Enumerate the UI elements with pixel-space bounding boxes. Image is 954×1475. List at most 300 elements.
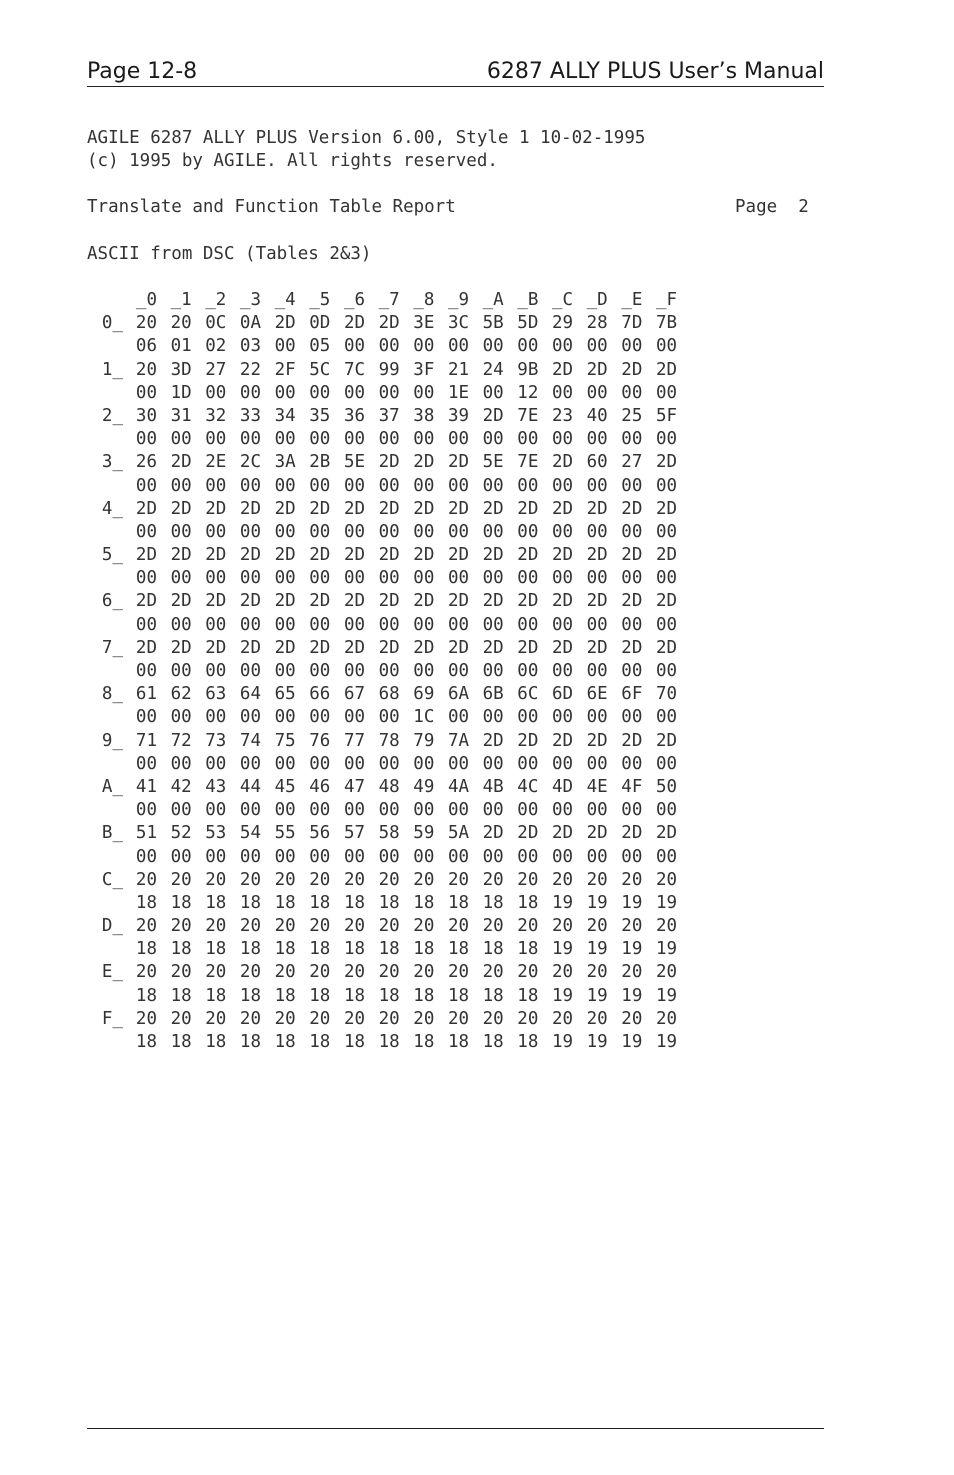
table-cell: 9B [517,359,539,380]
table-cell: 00 [343,614,366,635]
table-cell: 66 [309,684,331,705]
table-cell: 59 [413,823,435,844]
table-cell: 00 [170,521,192,542]
table-cell: 18 [205,892,227,913]
table-cell: 00 [447,800,470,821]
table-cell: 2D [482,637,504,658]
table-cell: 6B [482,684,504,705]
table-cell: 7A [447,730,470,751]
table-cell: 2D [205,498,227,519]
table-cell: 45 [274,776,296,797]
table-cell: 37 [378,405,400,426]
table-cell: 00 [517,614,539,635]
table-cell: 00 [621,382,643,403]
table-cell: 39 [447,405,470,426]
row-label: F_ [101,1008,123,1029]
table-cell: 18 [413,1032,435,1052]
table-cell: 18 [413,985,435,1006]
table-cell: 21 [447,359,470,380]
row-label: 5_ [101,545,123,566]
table-cell: 00 [343,568,366,589]
table-cell: 00 [551,382,574,403]
table-cell: 2D [621,591,643,612]
table-cell: 2D [517,591,539,612]
table-cell: 00 [378,846,400,867]
table-cell: 00 [655,568,678,589]
table-cell: 00 [655,800,678,821]
table-cell: 19 [655,985,678,1006]
table-cell: 20 [517,1008,539,1029]
table-cell: 2D [586,823,608,844]
table-cell: 18 [517,892,539,913]
table-cell: 00 [551,336,574,357]
table-cell: _F [655,290,678,310]
table-cell: 2D [135,591,157,612]
table-cell: 00 [343,753,366,774]
table-cell: 28 [586,313,608,334]
table-cell: 2B [309,452,331,473]
table-cell: 00 [170,846,192,867]
table-cell: 18 [170,892,192,913]
table-cell: 2D [343,313,366,334]
table-cell: 18 [447,1032,470,1052]
table-cell: 2D [378,591,400,612]
table-cell: 18 [482,892,504,913]
table-cell: 00 [655,429,678,450]
table-cell: 00 [447,568,470,589]
table-cell: 20 [205,916,227,937]
report-title-line [87,196,817,220]
table-cell: 5C [309,359,331,380]
table-cell: 2D [517,730,539,751]
table-cell: 00 [239,707,261,728]
table-cell: 00 [447,661,470,681]
table-cell: 2D [551,498,574,519]
table-cell: 18 [482,985,504,1006]
table-cell: 00 [482,846,504,867]
table-cell: 25 [621,405,643,426]
table-cell: 00 [586,753,608,774]
table-cell: 2D [655,637,678,658]
table-cell: 00 [551,521,574,542]
table-cell: 2D [621,637,643,658]
table-cell: 19 [655,892,678,913]
table-cell: 00 [170,614,192,635]
table-cell: 48 [378,776,400,797]
table-cell: _A [482,290,504,310]
table-cell: _B [517,290,539,310]
table-cell: 00 [135,475,157,496]
table-cell: 00 [621,568,643,589]
table-cell: 00 [239,475,261,496]
table-cell: 00 [413,521,435,542]
table-cell: 20 [378,869,400,890]
manual-title: 6287 ALLY PLUS User’s Manual [486,59,824,84]
table-cell: 00 [621,846,643,867]
table-cell: 00 [205,800,227,821]
table-cell: 58 [378,823,400,844]
table-cell: 26 [135,452,157,473]
table-cell: 18 [239,892,261,913]
table-cell: 00 [551,429,574,450]
table-cell: 06 [135,336,157,357]
table-cell: 00 [343,521,366,542]
table-cell: 00 [655,661,678,681]
table-cell: 2D [517,823,539,844]
table-cell: 00 [274,382,296,403]
table-cell: 2D [517,545,539,566]
table-cell: 20 [170,962,192,983]
table-cell: 2D [621,730,643,751]
table-cell: 00 [274,661,296,681]
table-cell: 20 [447,962,470,983]
table-cell: _3 [239,290,261,310]
table-cell: 2D [239,591,261,612]
table-cell: 00 [274,614,296,635]
table-cell: 20 [655,916,678,937]
table-cell: 20 [551,1008,574,1029]
table-cell: 18 [170,985,192,1006]
table-cell: 00 [655,707,678,728]
table-cell: 00 [551,800,574,821]
table-cell: _9 [447,290,470,310]
table-cell: 56 [309,823,331,844]
table-cell: 2D [343,637,366,658]
table-cell: 72 [170,730,192,751]
table-cell: 00 [551,568,574,589]
table-cell: 2D [655,545,678,566]
table-cell: 61 [135,684,157,705]
table-cell: 00 [135,753,157,774]
table-cell: 00 [274,429,296,450]
table-cell: 2D [482,730,504,751]
table-cell: 00 [586,707,608,728]
row-label: 1_ [101,359,123,380]
table-cell: 20 [274,916,296,937]
table-cell: 20 [413,916,435,937]
table-cell: 20 [551,869,574,890]
table-cell: 19 [621,985,643,1006]
table-cell: 00 [517,521,539,542]
table-cell: 36 [343,405,366,426]
table-cell: 20 [135,869,157,890]
table-cell: 00 [517,429,539,450]
table-cell: 00 [309,475,331,496]
table-cell: 7E [517,405,539,426]
table-cell: 00 [135,429,157,450]
table-cell: 2D [205,545,227,566]
table-cell: 00 [482,336,504,357]
table-cell: 2D [482,591,504,612]
table-cell: 00 [413,846,435,867]
table-cell: 00 [517,753,539,774]
table-cell: 51 [135,823,157,844]
table-cell: 00 [205,753,227,774]
table-cell: 2D [413,498,435,519]
table-cell: 2D [135,498,157,519]
table-cell: 2E [205,452,227,473]
table-cell: 00 [586,475,608,496]
table-cell: 00 [482,568,504,589]
table-cell: 00 [482,614,504,635]
table-cell: 20 [586,962,608,983]
table-cell: 18 [205,1032,227,1052]
table-cell: 00 [655,614,678,635]
table-cell: 00 [517,568,539,589]
table-cell: _8 [413,290,435,310]
table-cell: 20 [621,869,643,890]
table-cell: 00 [655,846,678,867]
table-cell: 18 [309,892,331,913]
copyright-line: (c) 1995 by AGILE. All rights reserved. [87,151,498,172]
table-cell: 2D [309,637,331,658]
table-cell: 2D [447,637,470,658]
table-cell: 2D [655,591,678,612]
table-cell: 23 [551,405,574,426]
table-cell: 00 [482,429,504,450]
table-cell: 67 [343,684,366,705]
table-cell: 4A [447,776,470,797]
table-cell: 18 [343,1032,366,1052]
table-cell: 1E [447,382,470,403]
table-cell: 00 [135,521,157,542]
table-cell: 00 [309,382,331,403]
table-cell: 00 [413,568,435,589]
table-cell: 30 [135,405,157,426]
table-cell: 00 [274,707,296,728]
table-cell: 18 [517,939,539,960]
table-cell: 00 [309,614,331,635]
table-cell: 20 [309,962,331,983]
table-cell: 00 [239,429,261,450]
table-cell: 2D [586,637,608,658]
page-header [87,58,824,87]
table-cell: 00 [205,521,227,542]
row-label: 0_ [101,313,123,334]
table-cell: 0C [205,313,227,334]
table-cell: 18 [274,1032,296,1052]
table-cell: 20 [309,916,331,937]
table-cell: 2D [170,498,192,519]
table-cell: _E [621,290,643,310]
table-cell: 43 [205,776,227,797]
table-cell: 18 [447,939,470,960]
table-cell: 19 [655,939,678,960]
table-cell: 2D [239,637,261,658]
table-cell: 19 [551,892,574,913]
table-cell: 00 [413,336,435,357]
table-cell: 18 [343,985,366,1006]
table-cell: 00 [378,382,400,403]
report-page: Page 2 [735,197,809,217]
table-cell: 2D [343,591,366,612]
table-cell: 2D [378,498,400,519]
table-cell: 00 [517,661,539,681]
table-cell: 00 [274,800,296,821]
table-cell: 00 [343,475,366,496]
table-cell: 00 [343,429,366,450]
table-cell: 00 [447,521,470,542]
table-cell: 18 [135,1032,157,1052]
table-cell: 2D [551,823,574,844]
table-cell: 00 [170,753,192,774]
table-cell: 00 [378,614,400,635]
table-cell: 00 [274,846,296,867]
table-cell: 00 [378,800,400,821]
table-cell: 00 [343,661,366,681]
table-cell: 2D [551,359,574,380]
table-cell: _2 [205,290,227,310]
table-cell: 00 [447,753,470,774]
table-cell: 00 [170,800,192,821]
table-cell: 00 [447,846,470,867]
table-cell: 18 [205,985,227,1006]
table-cell: 00 [239,614,261,635]
table-cell: 2D [239,545,261,566]
table-cell: 62 [170,684,192,705]
table-cell: 2C [239,452,261,473]
page-number: Page 12-8 [87,59,198,84]
table-cell: 6A [447,684,470,705]
table-cell: 50 [655,776,678,797]
table-cell: 20 [482,916,504,937]
table-cell: 19 [551,1032,574,1052]
table-cell: 65 [274,684,296,705]
table-cell: 2D [274,545,296,566]
table-cell: 78 [378,730,400,751]
table-cell: 20 [551,962,574,983]
table-cell: 18 [205,939,227,960]
table-cell: 00 [517,846,539,867]
table-cell: 00 [170,661,192,681]
table-cell: 20 [135,962,157,983]
table-cell: 20 [586,1008,608,1029]
table-cell: _4 [274,290,296,310]
table-cell: 18 [309,939,331,960]
table-cell: 19 [586,985,608,1006]
table-cell: 00 [205,382,227,403]
table-cell: 18 [239,985,261,1006]
table-cell: 00 [378,568,400,589]
table-cell: 2D [621,359,643,380]
table-cell: 2D [378,545,400,566]
table-cell: 00 [343,707,366,728]
table-cell: 20 [413,962,435,983]
table-cell: 12 [517,382,539,403]
table-cell: 00 [482,382,504,403]
table-cell: 00 [378,753,400,774]
row-label: A_ [101,776,123,797]
table-cell: 00 [551,707,574,728]
table-cell: _D [586,290,608,310]
table-cell: 68 [378,684,400,705]
table-cell: 00 [378,521,400,542]
table-cell: _5 [309,290,331,310]
table-cell: 1C [413,707,435,728]
table-cell: 19 [621,892,643,913]
table-cell: 00 [135,800,157,821]
table-cell: 73 [205,730,227,751]
table-cell: 00 [621,753,643,774]
table-cell: 00 [239,846,261,867]
row-label: D_ [101,916,123,937]
table-cell: 20 [239,916,261,937]
table-cell: 00 [621,661,643,681]
table-cell: 2D [482,545,504,566]
table-cell: 20 [205,869,227,890]
table-cell: 20 [170,869,192,890]
table-cell: 2D [586,498,608,519]
table-cell: 20 [343,962,366,983]
table-cell: 18 [309,1032,331,1052]
table-cell: 20 [205,1008,227,1029]
table-cell: 2D [621,823,643,844]
table-cell: 27 [621,452,643,473]
table-cell: 00 [517,707,539,728]
table-cell: 00 [621,429,643,450]
version-line: AGILE 6287 ALLY PLUS Version 6.00, Style 1 10-02-1995 [87,128,646,148]
table-cell: 44 [239,776,261,797]
table-cell: 01 [170,336,192,357]
table-cell: 2D [482,405,504,426]
table-cell: 00 [482,753,504,774]
table-cell: 46 [309,776,331,797]
table-cell: 18 [413,892,435,913]
table-cell: 2D [447,498,470,519]
table-cell: 42 [170,776,192,797]
table-cell: 00 [655,336,678,357]
table-cell: 20 [170,916,192,937]
table-cell: 00 [551,475,574,496]
table-cell: 00 [239,661,261,681]
table-cell: 2D [586,545,608,566]
table-cell: 20 [517,962,539,983]
table-cell: 22 [239,359,261,380]
row-label: 4_ [101,498,123,519]
table-cell: 2D [378,637,400,658]
table-cell: 00 [239,521,261,542]
table-cell: 00 [309,846,331,867]
table-cell: 2D [170,452,192,473]
table-cell: 00 [517,800,539,821]
table-cell: 00 [274,336,296,357]
table-cell: 20 [170,1008,192,1029]
table-cell: 2D [621,498,643,519]
table-cell: 2D [274,313,296,334]
table-cell: 5B [482,313,504,334]
table-cell: 60 [586,452,608,473]
table-cell: 18 [378,985,400,1006]
table-cell: 2D [621,545,643,566]
table-cell: _C [551,290,574,310]
table-cell: 18 [135,892,157,913]
table-cell: 19 [551,939,574,960]
table-cell: 00 [482,475,504,496]
table-cell: 20 [343,869,366,890]
table-cell: 18 [517,985,539,1006]
table-cell: 00 [655,382,678,403]
table-cell: 2D [586,359,608,380]
table-cell: 00 [309,707,331,728]
table-cell: 2D [551,452,574,473]
table-cell: 7C [343,359,366,380]
table-cell: 19 [586,1032,608,1052]
table-cell: 5D [517,313,539,334]
table-cell: 2D [170,591,192,612]
table-cell: 2D [378,452,400,473]
table-cell: 3F [413,359,435,380]
table-cell: 6D [551,684,574,705]
